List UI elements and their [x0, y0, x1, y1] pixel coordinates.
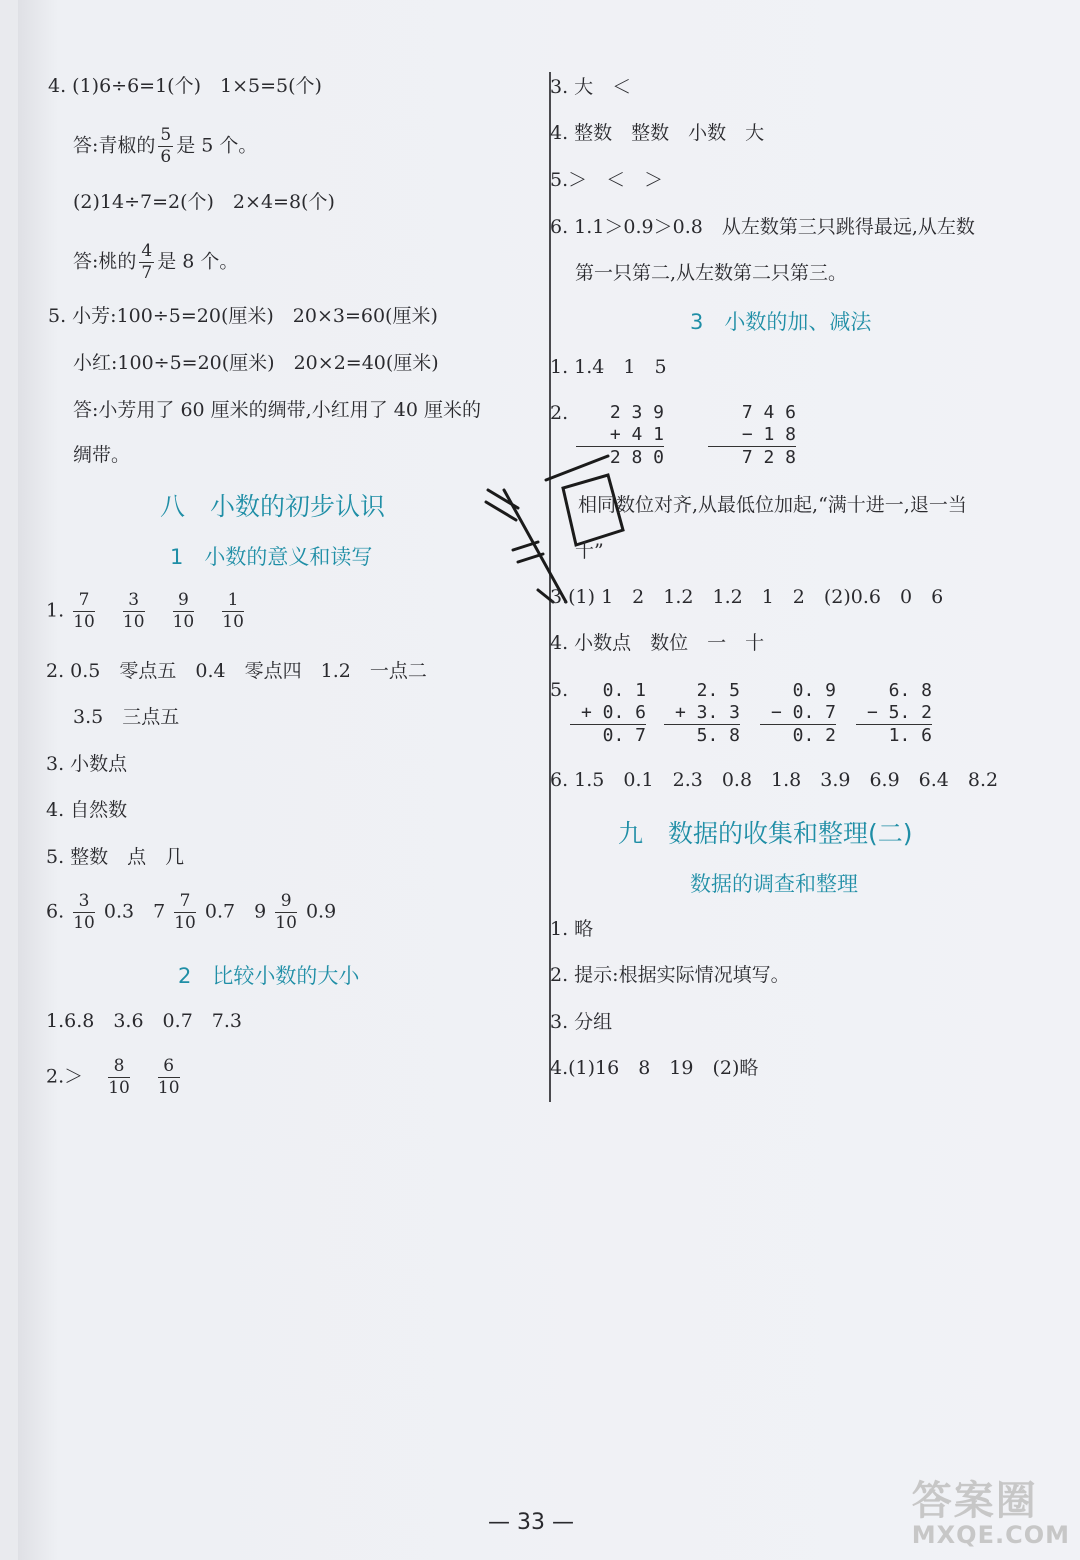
r-q5: 5.＞ ＜ ＞ — [550, 169, 664, 191]
s9-q3: 3. 分组 — [550, 1011, 613, 1033]
s3-q5-calc-2: 2. 5 + 3. 3 5. 8 — [664, 680, 740, 747]
s3-subtraction: 7 4 6 − 1 8 7 2 8 — [708, 402, 796, 469]
r-q4: 4. 整数 整数 小数 大 — [550, 122, 765, 144]
s9-q1: 1. 略 — [550, 918, 594, 940]
s1-q1: 1. $\frac{7}{10}$ $\frac{3}{10}$ $\frac{9}{10}$ $\frac{1}{10}$ — [46, 590, 244, 632]
s1-q2-cont: 3.5 三点五 — [73, 706, 180, 728]
s2-q2: 2.＞ $\frac{8}{10}$ $\frac{6}{10}$ — [46, 1056, 180, 1098]
s3-q4: 4. 小数点 数位 一 十 — [550, 632, 765, 654]
q5-answer-line1: 答:小芳用了 60 厘米的绸带,小红用了 40 厘米的 — [73, 399, 481, 421]
q4-part2: (2)14÷7=2(个) 2×4=8(个) — [73, 191, 335, 213]
unit-8-title: 八 小数的初步认识 — [160, 492, 386, 521]
s3-q5-calc-3: 0. 9 − 0. 7 0. 2 — [760, 680, 836, 747]
q5-line2: 小红:100÷5=20(厘米) 20×2=40(厘米) — [73, 352, 439, 374]
r-q3: 3. 大 ＜ — [550, 76, 632, 98]
s1-q4: 4. 自然数 — [46, 799, 128, 821]
q5-line1: 5. 小芳:100÷5=20(厘米) 20×3=60(厘米) — [48, 305, 438, 327]
s3-addition: 2 3 9 + 4 1 2 8 0 — [576, 402, 664, 469]
s3-note-line1: 相同数位对齐,从最低位加起,“满十进一,退一当 — [578, 494, 967, 516]
s9-q4: 4.(1)16 8 19 (2)略 — [550, 1057, 759, 1079]
s9-q2: 2. 提示:根据实际情况填写。 — [550, 964, 790, 986]
s2-q1: 1.6.8 3.6 0.7 7.3 — [46, 1010, 242, 1032]
r-q6-line1: 6. 1.1＞0.9＞0.8 从左数第三只跳得最远,从左数 — [550, 216, 975, 238]
s3-q2-number: 2. — [550, 402, 569, 424]
q5-answer-line2: 绸带。 — [73, 444, 131, 466]
page-number: — 33 — — [488, 1510, 574, 1535]
s1-q6: 6. $\frac{3}{10}$ 0.3 7 $\frac{7}{10}$ 0.7 9 $\frac{9}{10}$ 0.9 — [46, 891, 337, 933]
s3-q5-calc-4: 6. 8 − 5. 2 1. 6 — [856, 680, 932, 747]
section-3-title: 3 小数的加、减法 — [690, 310, 872, 334]
answer-page — [18, 0, 1080, 1560]
s1-q3: 3. 小数点 — [46, 753, 128, 775]
s1-q2: 2. 0.5 零点五 0.4 零点四 1.2 一点二 — [46, 660, 427, 682]
q4-part1: 4. (1)6÷6=1(个) 1×5=5(个) — [48, 75, 322, 97]
s3-note-line2: 十” — [575, 540, 604, 562]
s3-q5-number: 5. — [550, 679, 569, 701]
section-2-title: 2 比较小数的大小 — [178, 964, 360, 988]
r-q6-line2: 第一只第二,从左数第二只第三。 — [575, 262, 848, 284]
q4-answer2: 答:桃的 $\frac{4}{7}$ 是 8 个。 — [73, 241, 239, 283]
q4-answer1: 答:青椒的 $\frac{5}{6}$ 是 5 个。 — [73, 125, 258, 167]
watermark-logo: 答案圈 MXQE.COM — [911, 1478, 1070, 1549]
section-1-title: 1 小数的意义和读写 — [170, 545, 373, 569]
s3-q6: 6. 1.5 0.1 2.3 0.8 1.8 3.9 6.9 6.4 8.2 — [550, 769, 999, 791]
s3-q1: 1. 1.4 1 5 — [550, 356, 667, 378]
unit-9-title: 九 数据的收集和整理(二) — [618, 819, 913, 848]
section-9-title: 数据的调查和整理 — [690, 872, 858, 896]
s3-q3: 3.(1) 1 2 1.2 1.2 1 2 (2)0.6 0 6 — [550, 586, 944, 608]
s3-q5-calc-1: 0. 1 + 0. 6 0. 7 — [570, 680, 646, 747]
s1-q5: 5. 整数 点 几 — [46, 846, 185, 868]
